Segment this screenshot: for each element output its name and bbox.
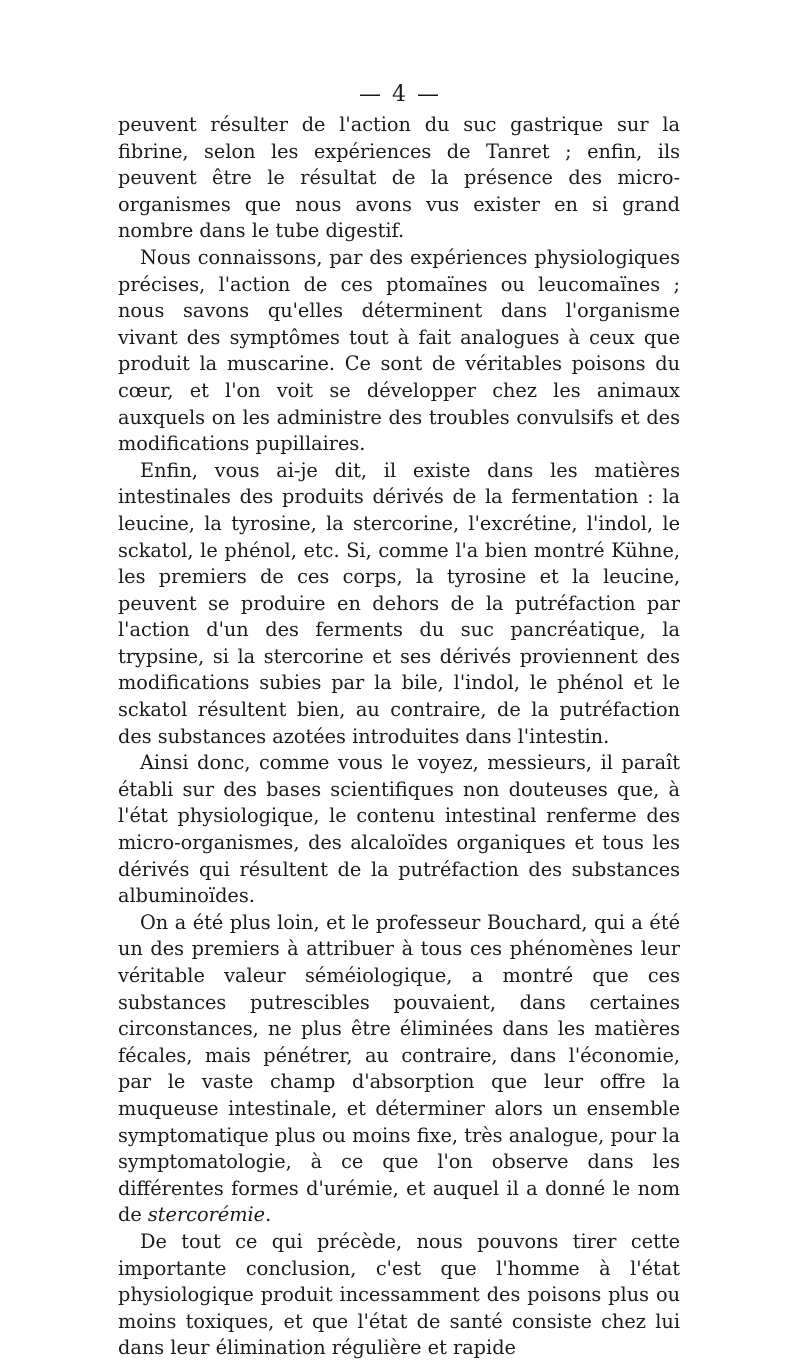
emphasis-stercoremie: stercorémie	[147, 1203, 266, 1227]
paragraph-conclusion-physiologique: Ainsi donc, comme vous le voyez, messieurs, il paraît établi sur des bases scientifiques non douteuses que, à l'état physiologique, le contenu intestinal renferme des micro-organismes, des alcaloïdes organiques et tous les dérivés qui résultent de la putréfaction des substances albuminoïdes.	[118, 751, 680, 908]
paragraph-final: De tout ce qui précède, nous pouvons tirer cette importante conclusion, c'est que l'homme à l'état physiologique produit incessamment des poisons plus ou moins toxiques, et que l'état de santé consiste chez lui dans leur élimination régulière et rapide	[118, 1229, 680, 1360]
paragraph-fermentation-products: Enfin, vous ai-je dit, il existe dans les matières intestinales des produits dérivés de la fermentation : la leucine, la tyrosine, la stercorine, l'excrétine, l'indol, le sckatol, le phénol, etc. Si, comme l'a bien montré Kühne, les premiers de ces corps, la tyrosine et la leucine, peuvent se produire en dehors de la putréfaction par l'action d'un des ferments du suc pancréatique, la trypsine, si la stercorine et ses dérivés proviennent des modifications subies par la bile, l'indol, le phénol et le sckatol résultent bien, au contraire, de la putréfaction des substances azotées introduites dans l'intestin.	[118, 458, 680, 748]
paragraph-bouchard-text: On a été plus loin, et le professeur Bouchard, qui a été un des premiers à attribuer à tous ces phénomènes leur véritable valeur séméiologique, a montré que ces substances putrescibles pouvaient, dans certaines circonstances, ne plus être éliminées dans les matières fécales, mais pénétrer, au contraire, dans l'économie, par le vaste champ d'absorption que leur offre la muqueuse intestinale, et déterminer alors un ensemble symptomatique plus ou moins fixe, très analogue, pour la symptomatologie, à ce que l'on observe dans les différentes formes d'urémie, et auquel il a donné le nom de	[118, 910, 680, 1227]
page-number: — 4 —	[359, 82, 441, 107]
paragraph-bouchard-end: .	[265, 1203, 272, 1227]
paragraph-ptomaines: Nous connaissons, par des expériences physiologiques précises, l'action de ces ptomaïnes ou leucomaïnes ; nous savons qu'elles déterminent dans l'organisme vivant des symptômes tout à fait analogues à ceux que produit la muscarine. Ce sont de véritables poisons du cœur, et l'on voit se développer chez les animaux auxquels on les administre des troubles convulsifs et des modifications pupillaires.	[118, 245, 680, 456]
paragraph-continued: peuvent résulter de l'action du suc gastrique sur la fibrine, selon les expériences de Tanret ; enfin, ils peuvent être le résultat de la présence des micro-organismes que nous avons vus exister en si grand nombre dans le tube digestif.	[118, 113, 680, 243]
body-text	[118, 112, 680, 1362]
paragraph-bouchard	[118, 910, 680, 1229]
